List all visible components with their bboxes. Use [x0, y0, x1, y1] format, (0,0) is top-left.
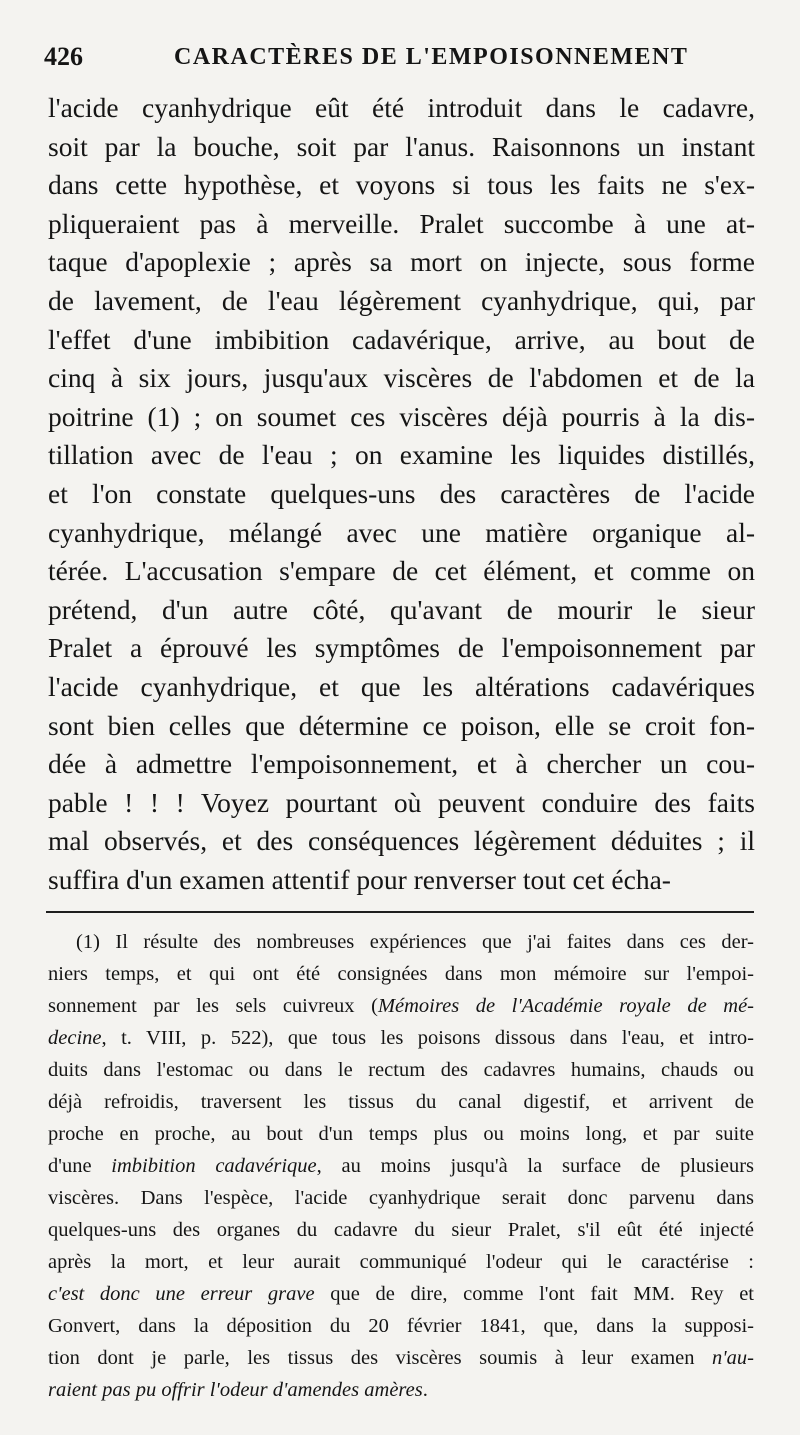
footnote-line: (1) Il résulte des nombreuses expériences que j'ai faites dans ces der- [76, 931, 754, 953]
footnote-rule [46, 911, 754, 913]
footnote-line: quelques-uns des organes du cadavre du sieur Pralet, s'il eût été injecté [48, 1219, 754, 1241]
footnote-line: après la mort, et leur aurait communiqué l'odeur qui le caractérise : [48, 1251, 754, 1273]
body-line: mal observés, et des conséquences légèrement déduites ; il [48, 825, 755, 856]
page-header [44, 38, 744, 78]
body-line: Pralet a éprouvé les symptômes de l'empoisonnement par [48, 632, 755, 663]
body-line: térée. L'accusation s'empare de cet élément, et comme on [48, 555, 755, 586]
body-line: l'effet d'une imbibition cadavérique, arrive, au bout de [48, 324, 755, 355]
footnote-line: raient pas pu offrir l'odeur d'amendes amères. [48, 1379, 428, 1401]
body-line: tillation avec de l'eau ; on examine les liquides distillés, [48, 439, 755, 470]
body-line: et l'on constate quelques-uns des caractères de l'acide [48, 478, 755, 509]
body-line: pable ! ! ! Voyez pourtant où peuvent conduire des faits [48, 787, 755, 818]
footnote-line: tion dont je parle, les tissus des viscères soumis à leur examen n'au- [48, 1347, 754, 1369]
page-number: 426 [44, 42, 83, 71]
footnote-line: viscères. Dans l'espèce, l'acide cyanhydrique serait donc parvenu dans [48, 1187, 754, 1209]
body-line: sont bien celles que détermine ce poison, elle se croit fon- [48, 710, 755, 741]
body-line: taque d'apoplexie ; après sa mort on injecte, sous forme [48, 246, 755, 277]
body-line: cinq à six jours, jusqu'aux viscères de l'abdomen et de la [48, 362, 755, 393]
body-line: dans cette hypothèse, et voyons si tous les faits ne s'ex- [48, 169, 755, 200]
body-line: prétend, d'un autre côté, qu'avant de mourir le sieur [48, 594, 755, 625]
body-line: l'acide cyanhydrique eût été introduit dans le cadavre, [48, 92, 755, 123]
footnote-line: Gonvert, dans la déposition du 20 février 1841, que, dans la supposi- [48, 1315, 754, 1337]
body-line: poitrine (1) ; on soumet ces viscères déjà pourris à la dis- [48, 401, 755, 432]
body-line: de lavement, de l'eau légèrement cyanhydrique, qui, par [48, 285, 755, 316]
footnote-line: d'une imbibition cadavérique, au moins jusqu'à la surface de plusieurs [48, 1155, 755, 1177]
footnote-line: c'est donc une erreur grave que de dire, comme l'ont fait MM. Rey et [48, 1283, 754, 1305]
footnote-line: decine, t. VIII, p. 522), que tous les poisons dissous dans l'eau, et intro- [48, 1027, 754, 1049]
footnote-line: sonnement par les sels cuivreux (Mémoires de l'Académie royale de mé- [48, 995, 754, 1017]
body-line: l'acide cyanhydrique, et que les altérations cadavériques [48, 671, 755, 702]
footnote-line: niers temps, et qui ont été consignées dans mon mémoire sur l'empoi- [48, 963, 754, 985]
footnote-line: déjà refroidis, traversent les tissus du canal digestif, et arrivent de [48, 1091, 754, 1113]
body-line: cyanhydrique, mélangé avec une matière organique al- [48, 517, 755, 548]
body-line: suffira d'un examen attentif pour renverser tout cet écha- [48, 864, 671, 895]
footnote-line: proche en proche, au bout d'un temps plus ou moins long, et par suite [48, 1123, 754, 1145]
footnote-line: duits dans l'estomac ou dans le rectum des cadavres humains, chauds ou [48, 1059, 754, 1081]
running-head: CARACTÈRES DE L'EMPOISONNEMENT [174, 44, 689, 70]
body-line: dée à admettre l'empoisonnement, et à chercher un cou- [48, 748, 755, 779]
body-line: soit par la bouche, soit par l'anus. Raisonnons un instant [48, 131, 755, 162]
body-line: pliqueraient pas à merveille. Pralet succombe à une at- [48, 208, 755, 239]
